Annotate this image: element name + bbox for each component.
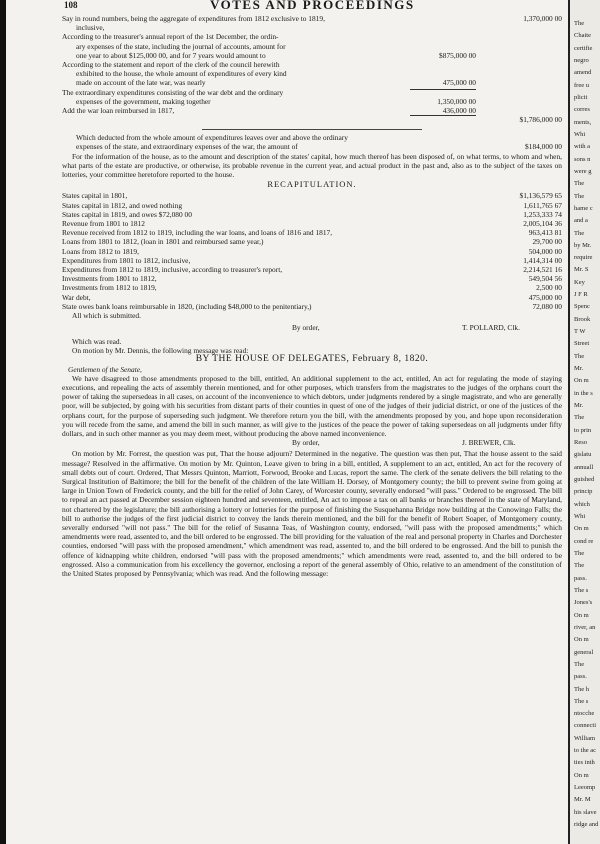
by-order: By order, [292,438,320,448]
adjacent-page-fragment: guished [574,475,595,483]
exp-line: expenses of the government, making together [76,96,211,106]
adjacent-page-fragment: The [574,414,585,422]
adjacent-page-fragment: Whi [574,130,586,138]
adjacent-page-fragment: ties inth [574,759,595,767]
adjacent-page-fragment: On m [574,611,589,619]
recap-amount: 72,080 00 [532,301,562,311]
adjacent-page-fragment: cond re [574,537,594,545]
clerk-signature: T. POLLARD, Clk. [462,323,520,333]
expenditure-block [62,14,562,124]
adjacent-page-fragment: were g [574,167,592,175]
deducted-line: expenses of the state, and extraordinary expenses of the war, the amount of [76,142,298,152]
adjacent-page-fragment: plicit [574,93,588,101]
section-rule [202,129,422,130]
recap-label: Investments from 1812 to 1819, [62,283,157,293]
adjacent-page-fragment: hame c [574,204,593,212]
message-intro-line: On motion by Mr. Dennis, the following message was read: [72,346,249,356]
recap-table [62,191,562,320]
adjacent-page-fragment: Street [574,340,590,348]
adjacent-page-fragment: which [574,500,590,508]
exp-line: one year to about $125,000 00, and for 7 years would amount to [76,50,266,60]
adjacent-page-fragment: The h [574,685,589,693]
adjacent-page-fragment: amend [574,69,592,77]
proceedings-text: On motion by Mr. Forrest, the question was put, That the house adjourn? Determined in the negative. The question was then put, That the house assent to the said message? Resolved in the affirmative. On motion by Mr. Quinton, Leave given to bring in a bill, entitled, A supplement to an act, entitled, An act for the recovery of small debts out of court. Ordered, That Messrs Quinton, Marriott, Forwood, Brooke and Lucas, report the same. The clerk of the senate delivers the bill relating to the Surgical Institution of Baltimore; the bill for the benefit of the children of the late William H. Dorsey, of Montgomery county; the bill to prevent swine from going at large in Union Town of Frederick county, and the bill for the relief of John Carey, of Worcester county, severally endorsed "will pass." Ordered to be engrossed. The bill to repeal an act passed at December session eighteen hundred and seventeen, entitled, An act to impose a tax on all banks or branches thereof in the state of Maryland, not chartered by the legislature; the bill authorising a lottery or lotteries for the purpose of finishing the Susquehanna Bridge now building at the Conowingo Falls; the bill to authorise the judges of the first judicial district to convey the lands therein mentioned, and the bill for the benefit of Robert Soaper, of Montgomery county, severally endorsed "will not pass." The bill for the relief of Susanna Teas, of Washington county, endorsed, "will pass with the proposed amendments;" which amendments were read, assented to, and the bill ordered to be engrossed. The bill providing for the valuation of the real and personal property in Charles and Dorchester counties, endorsed "will pass with the proposed amendment," which amendment was read, assented to, and the bill ordered to be engrossed. And the bill to punish the offence of kidnapping white children, endorsed "will pass with the proposed amendments;" which amendments were read, assented to, and the bill ordered to be engrossed. Also a communication from his excellency the governor, enclosing a report of the general assembly of Ohio, relative to an amendment of the constitution of the United States proposed by Pennsylvania; which was read. And the following message: [62,449,562,578]
adjacent-page-fragment: require [574,254,593,262]
adjacent-page-fragment: On m [574,771,589,779]
recap-amount: 2,005,104 36 [523,219,562,228]
recap-label: Revenue from 1801 to 1812 [62,219,145,228]
recap-label: Investments from 1801 to 1812, [62,274,157,284]
adjacent-page-fragment: The [574,562,585,570]
recap-label: States capital in 1819, and owes $72,080 00 [62,209,192,219]
adjacent-page-fragment: Jones's [574,599,593,607]
adjacent-page-fragment: J F R [574,291,588,299]
running-title: VOTES AND PROCEEDINGS [210,0,415,12]
adjacent-page-fragment: ments, [574,118,592,126]
exp-line: The extraordinary expenditures consisting of the war debt and the ordinary [62,87,284,97]
recap-amount: 549,504 56 [528,274,562,284]
sum-rule [410,115,476,116]
adjacent-page-fragment: certifie [574,44,593,52]
adjacent-page-fragment: On m [574,636,589,644]
exp-line: Say in round numbers, being the aggregate of expenditures from 1812 exclusive to 1819, [62,14,325,23]
recap-amount: 2,214,521 16 [523,264,562,274]
adjacent-page-fragment: ntocche [574,710,595,718]
adjacent-page-fragment: Mr. [574,365,584,373]
exp-line: ary expenses of the state, including the journal of accounts, amount for [76,41,286,51]
adjacent-page-fragment: ridge and [574,821,599,829]
adjacent-page-fragment: Mr. M [574,796,591,804]
exp-line: Add the war loan reimbursed in 1817, [62,105,175,115]
recap-label: Revenue received from 1812 to 1819, including the war loans, and loans of 1816 and 1817, [62,228,333,238]
adjacent-page-fragment: his slave [574,808,597,816]
adjacent-page-fragment: free u [574,81,589,89]
recap-amount: 504,000 00 [528,246,562,256]
adjacent-page-fragment: pass. [574,673,587,681]
adjacent-page-fragment: The [574,660,585,668]
adjacent-page-fragment: general [574,648,594,656]
exp-amount: 475,000 00 [442,78,476,88]
recap-title: RECAPITULATION. [267,179,357,190]
recap-label: War debt, [62,292,91,302]
capital-info-paragraph: For the information of the house, as to the amount and description of the states' capital, how much thereof has been disposed of, on what terms, to whom and when, what parts of the estate are productive, or otherwise, its probable revenue in the current year, and actual product in the past and, also as to the subject of the taxes on lotteries, your committee heretofore reported to the house. [62,151,562,180]
page-header [60,0,560,14]
exp-amount: $875,000 00 [439,50,476,60]
adjacent-page-fragment: to prin [574,426,592,434]
adjacent-page-fragment: connecti [574,722,597,730]
adjacent-page-fragment: The s [574,697,589,705]
recap-label: State owes bank loans reimbursable in 1820, (including $48,000 to the penitentiary,) [62,301,312,311]
adjacent-page-fragment: pass. [574,574,587,582]
adjacent-page-fragment: with a [574,143,591,151]
salutation: Gentlemen of the Senate, [68,364,142,374]
adjacent-page-fragment: in the s [574,389,593,397]
adjacent-page-fragment: On m [574,377,589,385]
recap-label: All which is submitted. [72,310,141,320]
recap-amount: 475,000 00 [528,292,562,302]
adjacent-page-fragment: Chaite [574,32,591,40]
clerk-signature: J. BREWER, Clk. [462,438,516,448]
deducted-amount: $184,000 00 [525,142,562,152]
adjacent-page-fragment: annuall [574,463,594,471]
adjacent-page-strip [568,0,600,844]
recap-label: States capital in 1812, and owed nothing [62,200,183,210]
message-heading: BY THE HOUSE OF DELEGATES, February 8, 1820. [195,354,429,365]
recap-amount: 963,413 81 [528,228,562,238]
recap-amount: $1,136,579 65 [519,191,562,201]
adjacent-page-fragment: Brook [574,315,591,323]
adjacent-page-fragment: Leeomp [574,784,596,792]
recap-amount: 1,253,333 74 [523,209,562,219]
adjacent-page-fragment: The [574,229,585,237]
deducted-line: Which deducted from the whole amount of expenditures leaves over and above the ordinary [76,133,348,143]
adjacent-page-fragment: Reso [574,439,587,447]
adjacent-page-fragment: The [574,20,585,27]
recap-label: Loans from 1812 to 1819, [62,246,139,256]
exp-total: $1,786,000 00 [519,115,562,125]
adjacent-page-fragment: Mr. [574,402,584,410]
exp-line: According to the statement and report of the clerk of the council herewith [62,59,280,69]
recap-label: Expenditures from 1801 to 1812, inclusive, [62,255,191,265]
recap-amount: 29,700 00 [532,237,562,247]
exp-line: inclusive, [76,23,105,33]
adjacent-page-fragment: and a [574,217,588,225]
adjacent-page-fragment: The [574,192,585,200]
recap-label: States capital in 1801, [62,191,128,201]
adjacent-page-fragment: William [574,734,596,742]
by-order: By order, [292,323,320,333]
adjacent-page-fragment: Spenc [574,303,590,311]
exp-line: exhibited to the house, the whole amount of expenditures of every kind [76,69,287,79]
order-signature-2 [62,438,562,449]
adjacent-page-fragment: The [574,180,585,188]
adjacent-page-fragment: princip [574,488,593,496]
adjacent-page-fragment: Mr. S [574,266,589,274]
adjacent-page-fragment: The [574,549,585,557]
exp-line: According to the treasurer's annual report of the 1st December, the ordin- [62,32,279,42]
recap-label: Loans from 1801 to 1812, (loan in 1801 and reimbursed same year,) [62,237,264,247]
adjacent-page-fragment: T W [574,328,586,336]
exp-amount: 436,000 00 [442,105,476,115]
page-number: 108 [64,0,78,10]
adjacent-page-fragment: The s [574,586,589,594]
exp-amount: 1,350,000 00 [437,96,476,106]
adjacent-page-fragment: by Mr. [574,241,592,249]
deducted-paragraph [62,133,562,179]
adjacent-page-fragment: The [574,352,585,360]
adjacent-page-fragment: On m [574,525,589,533]
message-body: We have disagreed to those amendments proposed to the bill, entitled, An additional supplement to the act, entitled, An act for regulating the mode of staying executions, and repealing the acts of assembly therein mentioned, and for other purposes, which transfers from the magistrates to the judges of the orphans court the power of taking the supersedeas in all cases, on account of the inconvenience to which debtors, under judgments rendered by a single magistrate, and who are generally poor, will be subjected, by going with his securities from distant parts of their counties in quest of one of the judges of their judicial district, or one of the justices of the orphans court, for the purpose of superseding such judgment. We therefore return you the bill, with the amendments proposed by you, and hope upon reconsideration you will recede from the same, and amend the bill in such manner, as will give to the justices of the peace the power of taking supersedeas on all judgments under fifty dollars, and in such other manner as you may deem meet, without producing the above named inconvenience. [62,373,562,439]
exp-amount: 1,370,000 00 [523,14,562,23]
message-intro-line: Which was read. [72,337,122,347]
recap-amount: 1,414,314 00 [523,255,562,265]
page-edge-shadow [0,0,6,844]
page-content [62,14,562,578]
adjacent-page-fragment: to the ac [574,747,597,755]
recap-label: Expenditures from 1812 to 1819, inclusive, according to treasurer's report, [62,264,283,274]
adjacent-page-fragment: river, an [574,623,596,631]
adjacent-page-fragment: corres [574,106,590,114]
adjacent-page-fragment: Key [574,278,585,286]
adjacent-page-fragment: gislatu [574,451,592,459]
adjacent-page-fragment: sons n [574,155,591,163]
recap-amount: 1,611,765 67 [523,200,562,210]
exp-line: made on account of the late war, was nearly [76,78,206,88]
order-signature-1 [62,323,562,334]
adjacent-page-fragment: Whi [574,512,586,520]
adjacent-page-fragment: negro [574,56,589,64]
recap-amount: 2,500 00 [536,283,562,293]
